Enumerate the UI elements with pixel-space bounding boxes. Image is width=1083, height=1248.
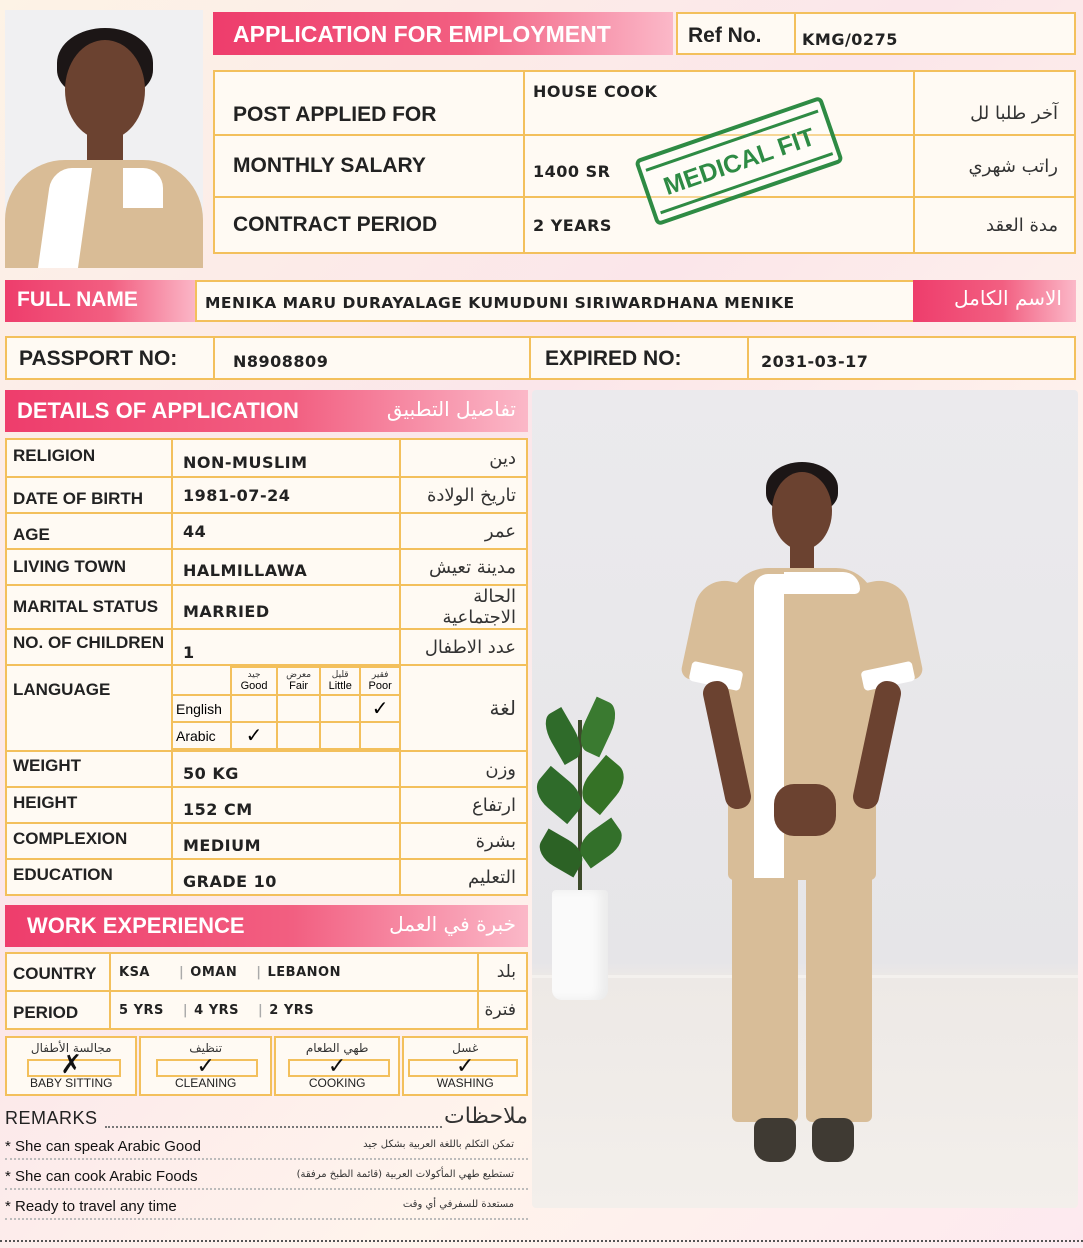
skill-label: COOKING: [308, 1076, 366, 1090]
remark-line: [5, 1136, 528, 1160]
skill-label: WASHING: [436, 1076, 494, 1090]
details-arabic: عدد الاطفال: [424, 636, 516, 658]
details-title-bar: [5, 390, 528, 432]
work-title-arabic: خبرة في العمل: [389, 912, 516, 936]
job-row: [214, 197, 1075, 253]
country-arabic: بلد: [496, 962, 516, 982]
country-label: COUNTRY: [13, 964, 97, 983]
job-value: 2 YEARS: [533, 215, 612, 235]
skill-label: BABY SITTING: [29, 1076, 113, 1090]
uniform-trousers: [732, 878, 798, 1122]
language-name: English: [173, 695, 231, 722]
details-arabic: التعليم: [468, 866, 516, 888]
passport-value-cell: [213, 336, 531, 380]
remark-text: * She can cook Arabic Foods: [5, 1168, 198, 1185]
ref-label-cell: [676, 12, 796, 55]
full-name-value: MENIKA MARU DURAYALAGE KUMUDUNI SIRIWARDHANA MENIKE: [205, 294, 795, 312]
details-value: 152 CM: [183, 799, 253, 819]
details-label: AGE: [13, 525, 50, 544]
expired-value: 2031-03-17: [761, 352, 869, 371]
passport-value: N8908809: [233, 352, 329, 371]
details-arabic: عمر: [484, 520, 516, 542]
skill-arabic: غسل: [452, 1041, 479, 1055]
remark-text: * Ready to travel any time: [5, 1198, 177, 1215]
skill-mark: ✗: [60, 1050, 83, 1080]
language-check: [277, 695, 320, 722]
details-title-arabic: تفاصيل التطبيق: [386, 397, 516, 421]
details-row: [6, 585, 527, 629]
ref-value-cell: [794, 12, 1076, 55]
work-table: [5, 952, 528, 1030]
period-value: 4 YRS: [194, 1002, 239, 1018]
country-value: LEBANON: [267, 964, 341, 980]
details-row: [6, 549, 527, 585]
details-row: [6, 477, 527, 513]
period-arabic: فترة: [484, 1000, 516, 1020]
details-value: 1: [183, 642, 195, 662]
skill-box: [5, 1036, 137, 1096]
details-arabic: الحالة الاجتماعية: [442, 586, 516, 628]
job-label: POST APPLIED FOR: [233, 103, 437, 126]
details-value: 1981-07-24: [183, 485, 291, 505]
level-label: Little: [328, 680, 352, 692]
language-check: [231, 695, 277, 722]
language-check: [320, 722, 360, 749]
form-title-bar: [213, 12, 673, 55]
remark-arabic: تمكن التكلم باللغة العربية بشكل جيد: [363, 1139, 514, 1150]
job-arabic: راتب شهري: [968, 155, 1058, 177]
skills-row: [5, 1036, 528, 1094]
details-arabic: ارتفاع: [471, 794, 516, 816]
plant: [542, 700, 622, 920]
full-name-arabic: الاسم الكامل: [953, 286, 1062, 310]
full-name-label: FULL NAME: [17, 288, 138, 311]
job-arabic: مدة العقد: [986, 214, 1058, 236]
remarks-label: REMARKS: [5, 1108, 98, 1128]
expired-label: EXPIRED NO:: [545, 347, 682, 370]
details-label: COMPLEXION: [13, 829, 128, 848]
work-title: WORK EXPERIENCE: [27, 913, 245, 938]
language-arabic: لغة: [489, 696, 516, 720]
language-check: [360, 722, 399, 749]
expired-value-cell: [747, 336, 1076, 380]
details-label: LIVING TOWN: [13, 557, 127, 576]
work-title-bar: [5, 905, 528, 947]
work-country-row: COUNTRY KSA | OMAN | LEBANON بلد: [6, 953, 527, 991]
plant-pot: [552, 890, 608, 1000]
passport-label-cell: [5, 336, 215, 380]
details-value: GRADE 10: [183, 871, 277, 891]
language-grid: [173, 666, 399, 750]
details-label: WEIGHT: [13, 756, 81, 775]
remark-arabic: تستطيع طهي المأكولات العربية (قائمة الطبخ مرفقة): [296, 1169, 514, 1180]
portrait-photo: [5, 10, 203, 268]
remarks-arabic: ملاحظات: [444, 1104, 528, 1129]
skill-mark: ✓: [196, 1054, 215, 1079]
passport-label: PASSPORT NO:: [19, 347, 178, 370]
full-body-photo: [532, 390, 1078, 1208]
remark-line: [5, 1166, 528, 1190]
remark-text: * She can speak Arabic Good: [5, 1138, 201, 1155]
skill-mark: ✓: [327, 1054, 347, 1079]
job-arabic: آخر طلبا لل: [970, 102, 1058, 124]
skill-label: CLEANING: [174, 1076, 237, 1090]
details-label: NO. OF CHILDREN: [13, 633, 165, 652]
details-arabic: وزن: [485, 758, 516, 780]
skill-box: [274, 1036, 401, 1096]
footer-dotted-line: [0, 1240, 1083, 1242]
period-label: PERIOD: [13, 1003, 79, 1022]
language-check: [277, 722, 320, 749]
country-value: OMAN: [190, 964, 238, 980]
remarks-header: [5, 1104, 528, 1138]
details-row: [6, 751, 527, 787]
details-label: RELIGION: [13, 446, 96, 465]
job-label: CONTRACT PERIOD: [233, 213, 438, 236]
details-value: HALMILLAWA: [183, 560, 308, 580]
details-arabic: دين: [489, 447, 516, 469]
skill-box: [402, 1036, 528, 1096]
work-period-row: PERIOD 5 YRS | 4 YRS | 2 YRS فترة: [6, 991, 527, 1029]
details-label: DATE OF BIRTH: [13, 489, 144, 508]
language-check: ✓: [360, 695, 399, 722]
details-title: DETAILS OF APPLICATION: [17, 398, 299, 423]
level-label: Fair: [289, 680, 309, 692]
language-check: [320, 695, 360, 722]
language-row: [6, 665, 527, 751]
level-arabic: جيد: [247, 670, 261, 680]
details-row: [6, 439, 527, 477]
details-label: MARITAL STATUS: [13, 597, 159, 616]
language-check: ✓: [231, 722, 277, 749]
period-value: 2 YRS: [269, 1002, 315, 1018]
details-arabic: تاريخ الولادة: [426, 484, 516, 506]
level-arabic: فقير: [371, 670, 389, 680]
level-label: Good: [240, 680, 268, 692]
details-row: [6, 629, 527, 665]
language-label: LANGUAGE: [13, 680, 111, 699]
details-row: [6, 513, 527, 549]
details-value: 50 KG: [183, 763, 239, 783]
level-label: Poor: [368, 680, 392, 692]
expired-label-cell: [529, 336, 749, 380]
job-row: [214, 71, 1075, 135]
job-value: 1400 SR: [533, 161, 611, 181]
details-label: EDUCATION: [13, 865, 113, 884]
details-table: [5, 438, 528, 896]
skill-mark: ✓: [455, 1054, 475, 1079]
details-value: MARRIED: [183, 601, 270, 621]
language-name: Arabic: [173, 722, 231, 749]
details-value: NON-MUSLIM: [183, 452, 308, 472]
skill-arabic: مجالسة الأطفال: [30, 1041, 112, 1055]
period-value: 5 YRS: [119, 1002, 164, 1018]
level-arabic: قليل: [331, 670, 349, 680]
ref-value: KMG/0275: [802, 30, 898, 49]
details-label: HEIGHT: [13, 793, 78, 812]
form-title: APPLICATION FOR EMPLOYMENT: [233, 21, 611, 47]
details-arabic: بشرة: [475, 830, 516, 852]
skill-arabic: تنظيف: [189, 1041, 223, 1055]
country-value: KSA: [119, 964, 150, 980]
level-arabic: معرض: [286, 670, 312, 680]
details-row: [6, 823, 527, 859]
job-value: HOUSE COOK: [533, 82, 658, 101]
stamp-text: MEDICAL FIT: [645, 110, 833, 215]
full-name-arabic-cell: [913, 280, 1076, 322]
remark-arabic: مستعدة للسفرفي أي وقت: [402, 1199, 514, 1210]
details-value: MEDIUM: [183, 835, 261, 855]
full-name-value-cell: [195, 280, 915, 322]
details-value: 44: [183, 521, 207, 541]
details-arabic: مدينة تعيش: [429, 556, 516, 578]
details-row: [6, 787, 527, 823]
job-label: MONTHLY SALARY: [233, 154, 426, 177]
details-row: [6, 859, 527, 895]
skill-box: [139, 1036, 271, 1096]
ref-label: Ref No.: [688, 24, 762, 47]
remark-line: [5, 1196, 528, 1220]
skill-arabic: طهي الطعام: [305, 1041, 369, 1055]
full-name-label-cell: [5, 280, 197, 322]
